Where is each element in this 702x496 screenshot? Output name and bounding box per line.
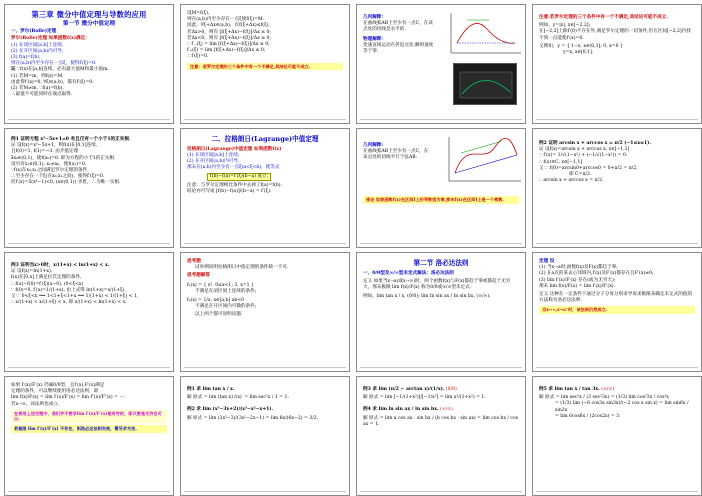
rolle-cond-3: (3) f(a)=f(b), xyxy=(11,55,41,61)
think-f2: f₂(x) = 1/x, x∈[a,b] ab<0 xyxy=(187,297,245,303)
s2-line-3: 因此，∀ξ+Δx∈(a,b)，有f(ξ+Δx)≤f(ξ), xyxy=(187,23,270,29)
ex3-title: 例3 证明当x>0时，x/(1+x) < ln(1+x) < x. xyxy=(11,263,110,268)
slide-15 xyxy=(356,376,526,496)
lhopital-cond-2: (2) 在a点的某去心邻域内,f′(x)及F′(x)都存在且F′(x)≠0; xyxy=(539,271,654,277)
ex2-proof-5: 即 C=π/2. xyxy=(569,171,592,177)
s2-line-8: ∴ f′(ξ)=0. xyxy=(187,54,209,60)
rolle-proof-5: ∴最值不可能同时在端点取得. xyxy=(11,92,73,98)
think-question: 试举例说明拉格朗日中值定理的条件缺一不可. xyxy=(195,265,289,271)
think-conclusion: 以上两个都可说明问题. xyxy=(195,312,243,318)
cont-line-1: 如果 f′(x)/F′(x) 仍属0/0型，且f′(x),F′(x)满足 xyxy=(11,383,105,388)
rolle-theorem: 罗尔(Rolle)定理 如果函数f(x)满足： xyxy=(11,36,90,42)
ex2-title: 例2 证明 arcsin x + arccos x = π/2 (−1≤x≤1). xyxy=(539,141,651,146)
ex1-title: 例1 证明方程 x⁵−5x+1=0 有且仅有一个小于1的正实根. xyxy=(11,137,131,142)
s4-note: 注意:若罗尔定理的三个条件中有一个不满足,其结论可能不成立. xyxy=(539,15,668,20)
cont-line-4: 若x→∞，该法则也成立. xyxy=(11,401,60,407)
lhopital-subheading: 一、0/0型及∞/∞型未定式解法：洛必达法则 xyxy=(363,270,454,276)
slide-7 xyxy=(356,128,526,248)
think-f1: f₁(x) = { x², 0≤x<1; 3, x=1 } xyxy=(187,282,254,288)
ex3-proof-5: 又∵ 0<ξ<x ⟹ 1<1+ξ<1+x ⟹ 1/(1+x) < 1/(1+ξ) < 1, xyxy=(11,293,139,299)
slide-13 xyxy=(4,376,174,496)
slide-14 xyxy=(180,376,350,496)
ex1-proof-6: ∴至少存在一个ξ(在x₀,x₁之间)，使得f′(ξ)=0. xyxy=(11,174,105,180)
lhopital-definition: 定义 如果当x→a(或x→∞)时，两个函数f(x)与F(x)都趋于零或都趋于无穷大，那末极限 lim f(x)/F(x) 称为0/0或∞/∞型未定式. xyxy=(363,279,511,291)
rolle-cond-1: (1) 在闭区间[a,b]上连续, xyxy=(11,42,64,48)
lagrange-note: 注意：与罗尔定理相比条件中去掉了f(a)=f(b). xyxy=(187,182,283,188)
think-f2-note: 不满足在开区间内可微的条件; xyxy=(195,304,257,310)
lh-ex1-title: 例1 求 lim tan x / x. xyxy=(187,387,235,392)
lh-ex5-title: 例5 求 lim tan x / tan 3x. xyxy=(539,387,600,392)
lagrange-heading: 二、拉格朗日(Lagrange)中值定理 xyxy=(211,135,319,143)
ex1-proof-3: ∃x₀∈(0,1)，使f(x₀)=0. 即为方程的小于1的正实根. xyxy=(11,155,116,161)
rolle-graph xyxy=(445,11,523,57)
s2-line-5: 若Δx<0，则有 [f(ξ+Δx)−f(ξ)]/Δx ≥ 0; xyxy=(187,35,272,41)
s2-line-2: 则在(a,b)内至少存在一点ξ使f(ξ)=M. xyxy=(187,17,265,23)
slide-6 xyxy=(180,128,350,248)
lh-ex1-solution: 解 原式 = lim (tan x)′/(x)′ = lim sec²x / 1 = 1. xyxy=(187,395,289,401)
lh-ex4-solution: 解 原式 = lim a cos ax · sin bx / (b cos bx · sin ax) = lim cos bx / cos ax = 1. xyxy=(363,415,519,427)
lagrange-graph xyxy=(443,135,523,185)
cont-note: 若极限 lim f′(x)/F′(x) 不存在，则洛必达法则失效，需另求方法. xyxy=(11,425,167,433)
phys-text: 变速直线运动在折返点处,瞬时速度等于零. xyxy=(363,42,434,54)
ex3-proof-6: ∴ x/(1+x) < x/(1+ξ) < x, 即 x/(1+x) < ln(1+x) < x. xyxy=(11,300,127,306)
section-title: 第一节 微分中值定理 xyxy=(62,20,116,27)
rolle-proof-3: 由此得f′(x)=0. ∀ξ∈(a,b)，都有f′(ξ)=0. xyxy=(11,79,94,85)
proof-head: 证 xyxy=(11,67,16,73)
chapter-title: 第三章 微分中值定理与导数的应用 xyxy=(31,10,147,19)
slide-10 xyxy=(180,252,350,372)
ex1-proof-1: 证 设f(x)=x⁵−5x+1，则f(x)在[0,1]连续, xyxy=(11,143,98,149)
lagrange-cond-1: (1) 在闭区间[a,b]上连续; xyxy=(187,153,240,159)
lh-ex5-tag: (∞/∞) xyxy=(601,387,615,392)
slide-4 xyxy=(532,4,702,124)
photo-curve xyxy=(454,64,518,106)
ex2-proof-2: ∵ f′(x)= 1/√(1−x²) + (−1/√(1−x²)) = 0. xyxy=(539,153,628,159)
lhopital-cond-3: (3) lim f′(x)/F′(x) 存在(或为无穷大); xyxy=(539,277,616,283)
ex2-proof-6: ∴ arcsin x + arccos x = π/2. xyxy=(539,178,604,184)
s4-example-3: y=x, x∈[0,1]. xyxy=(563,49,594,55)
cont-line-2: 定理的条件，可以继续使用洛必达法则，即 xyxy=(11,389,99,395)
slide-16 xyxy=(532,376,702,496)
rolle-conclusion: 则在(a,b)内至少存在一点ξ，使得f′(ξ)=0. xyxy=(11,61,97,67)
lhopital-remark: 当x→∞,x→a⁺时，该法则仍然成立. xyxy=(539,306,695,314)
ex2-proof-4: 又∵ f(0)=arcsin0+arccos0 = 0+π/2 = π/2, xyxy=(539,165,638,171)
slide-2 xyxy=(180,4,350,124)
lhopital-rule-def: 定义 这种在一定条件下通过分子分母分别求导再求极限来确定未定式的值的方法称为洛必达法则. xyxy=(539,291,693,304)
lagrange-geom-head: 几何解释: xyxy=(363,143,384,148)
phys-head: 物理解释： xyxy=(363,36,386,42)
slide-1 xyxy=(4,4,174,124)
lh-ex2-title: 例2 求 lim (x³−3x+2)/(x³−x²−x+1). xyxy=(187,407,274,413)
think-heading: 思考题 xyxy=(187,259,201,264)
lagrange-formula: f(b)−f(a)=f′(ξ)(b−a) 成立. xyxy=(207,173,271,181)
lhopital-examples: 例如，lim tan x / x, (0/0); lim ln sin ax / ln sin bx, (∞/∞). xyxy=(363,294,491,300)
ex1-proof-2: 且f(0)=1, f(1)=−3. 由介值定理 xyxy=(11,149,79,155)
lh-ex3-solution: 解 原式 = lim [−1/(1+x²)]/[−1/x²] = lim x²/(1+x²) = 1. xyxy=(363,395,486,401)
lagrange-conclusion-2: 结论亦可写成 [f(b)−f(a)]/(b−a) = f′(ξ). xyxy=(187,189,272,195)
think-f1-note: 不满足在闭区间上连续的条件; xyxy=(195,288,257,294)
think-answer-heading: 思考题解答 xyxy=(187,273,210,279)
s2-line-7: f′₊(ξ) = lim [f(ξ+Δx)−f(ξ)]/Δx ≤ 0; xyxy=(187,48,266,54)
rolle-photo xyxy=(453,63,517,105)
slide-12 xyxy=(532,252,702,372)
cont-line-3: lim f(x)/F(x) = lim f′(x)/F′(x) = lim f″(x)/F″(x) = ⋯. xyxy=(11,395,126,401)
ex1-proof-4: 设另有x₁∈(0,1), x₁≠x₀，使f(x₁)=0. xyxy=(11,161,87,167)
lagrange-cond-2: (2) 在开区间(a,b)内可导, xyxy=(187,159,240,165)
geom-head: 几何解释： xyxy=(363,15,386,20)
lh-ex5-step-3: = lim 6cos6x / (2cos2x) = 3. xyxy=(555,413,621,419)
rolle-proof-1: ∵f(x)在[a,b]连续，必有最大值M和最小值m. xyxy=(17,67,109,73)
rolle-cond-2: (2) 在开区间(a,b)内可导, xyxy=(11,48,64,54)
slide-11 xyxy=(356,252,526,372)
ex1-proof-7: 但f′(x)=5(x⁴−1)<0, (x∈(0,1)) 矛盾，∴为唯一实根. xyxy=(11,180,121,186)
lh-ex4-title: 例4 求 lim ln sin ax / ln sin bx. xyxy=(363,407,439,413)
s4-example: 例如，y=|x|, x∈[−2,2]; xyxy=(539,23,591,29)
lh-ex5-step-1: 解 原式 = lim sec²x / (3 sec²3x) = (1/3) lim cos²3x / cos²x xyxy=(539,395,669,401)
s4-example-1: 在[−2,2]上除f′(0)不存在外,满足罗尔定理的一切条件,但在区间[−2,2]内找不到一点能使f′(x)=0. xyxy=(539,29,691,41)
lh-ex5-step-2: = (1/3) lim (−6 cos3x sin3x)/(−2 cos x sin x) = lim sin6x / sin2x xyxy=(555,401,689,413)
ex2-proof-3: ∴ f(x)≡C, x∈[−1,1] xyxy=(539,159,583,165)
geom-text: 在曲线弧AB上至少有一点C，在该点处的切线是水平的. xyxy=(363,21,433,33)
s2-line-4: 若Δx>0，则有 [f(ξ+Δx)−f(ξ)]/Δx ≤ 0; xyxy=(187,29,272,35)
slide-3 xyxy=(356,4,526,124)
s2-line-1: 设M=f(ξ), xyxy=(187,11,210,16)
s2-line-6: ∴ f′₋(ξ) = lim [f(ξ+Δx)−f(ξ)]/Δx ≥ 0; xyxy=(187,41,270,47)
lh-ex3-title: 例3 求 lim (π/2 − arctan x)/(1/x). xyxy=(363,387,445,392)
cont-warning: 在使用上述定理中，我们并不要求lim f′(x)/F′(x)是有穷的，即只要是无穷也可以. xyxy=(11,410,167,423)
ex3-proof-2: f(x)在[0,x]上满足拉氏定理的条件, xyxy=(11,275,82,281)
rolle-heading: 一、罗尔(Rolle)定理 xyxy=(11,29,57,35)
lagrange-conclusion: 那末在(a,b)内至少有一点ξ(a<ξ<b)，使等式 xyxy=(187,165,280,171)
lhopital-cond-4: 那末 lim f(x)/F(x) = lim f′(x)/F′(x). xyxy=(539,283,616,289)
rolle-proof-2: (1) 若M=m，则f(x)=M. xyxy=(11,73,64,79)
lagrange-theorem: 拉格朗日(Lagrange)中值定理 如果函数f(x) xyxy=(187,146,282,152)
lh-ex4-tag: (∞/∞) xyxy=(440,407,453,413)
ex2-proof-1: 证 设f(x)=arcsin x + arccos x, x∈[−1,1] xyxy=(539,147,630,153)
lagrange-geom-text: 在曲线弧AB上至少有一点C，在该点处的切线平行于弦AB. xyxy=(363,149,429,161)
lh-ex3-tag: (0/0) xyxy=(445,387,457,392)
slide-9 xyxy=(4,252,174,372)
slide-5 xyxy=(4,128,174,248)
rolle-proof-4: (2) 若M≠m. ∵f(a)=f(b), xyxy=(11,85,64,91)
ex1-proof-5: ∵f(x)在x₀,x₁之间满足罗尔定理的条件, xyxy=(11,167,89,173)
s2-note: 注意：若罗尔定理的三个条件中有一个不满足,其结论可能不成立. xyxy=(187,63,343,71)
lhopital-heading: 第二节 洛必达法则 xyxy=(413,259,469,267)
lhopital-cond-1: (1) 当x→a时,函数f(x)及F(x)都趋于零; xyxy=(539,265,618,271)
ex3-proof-3: ∴ f(x)−f(0)=f′(ξ)(x−0), (0<ξ<x) xyxy=(11,281,84,287)
lagrange-corollary: 推论 如果函数f(x)在区间I上的导数恒为零,那末f(x)在区间I上是一个常数. xyxy=(363,196,519,204)
s4-example-2: 又例如，y = { 1−x, x∈(0,1]; 0, x=0 } xyxy=(539,43,623,49)
lhopital-thm-head: 定理 设 xyxy=(539,259,555,264)
slide-8 xyxy=(532,128,702,248)
ex3-proof-4: ∵ f(0)=0, f′(x)=1/(1+x), 由上式得 ln(1+x)=x/(1+ξ), xyxy=(11,287,126,293)
lh-ex2-solution: 解 原式 = lim (3x²−3)/(3x²−2x−1) = lim 6x/(6x−2) = 3/2. xyxy=(187,415,319,421)
ex3-proof-1: 证 设f(x)=ln(1+x), xyxy=(11,269,53,275)
